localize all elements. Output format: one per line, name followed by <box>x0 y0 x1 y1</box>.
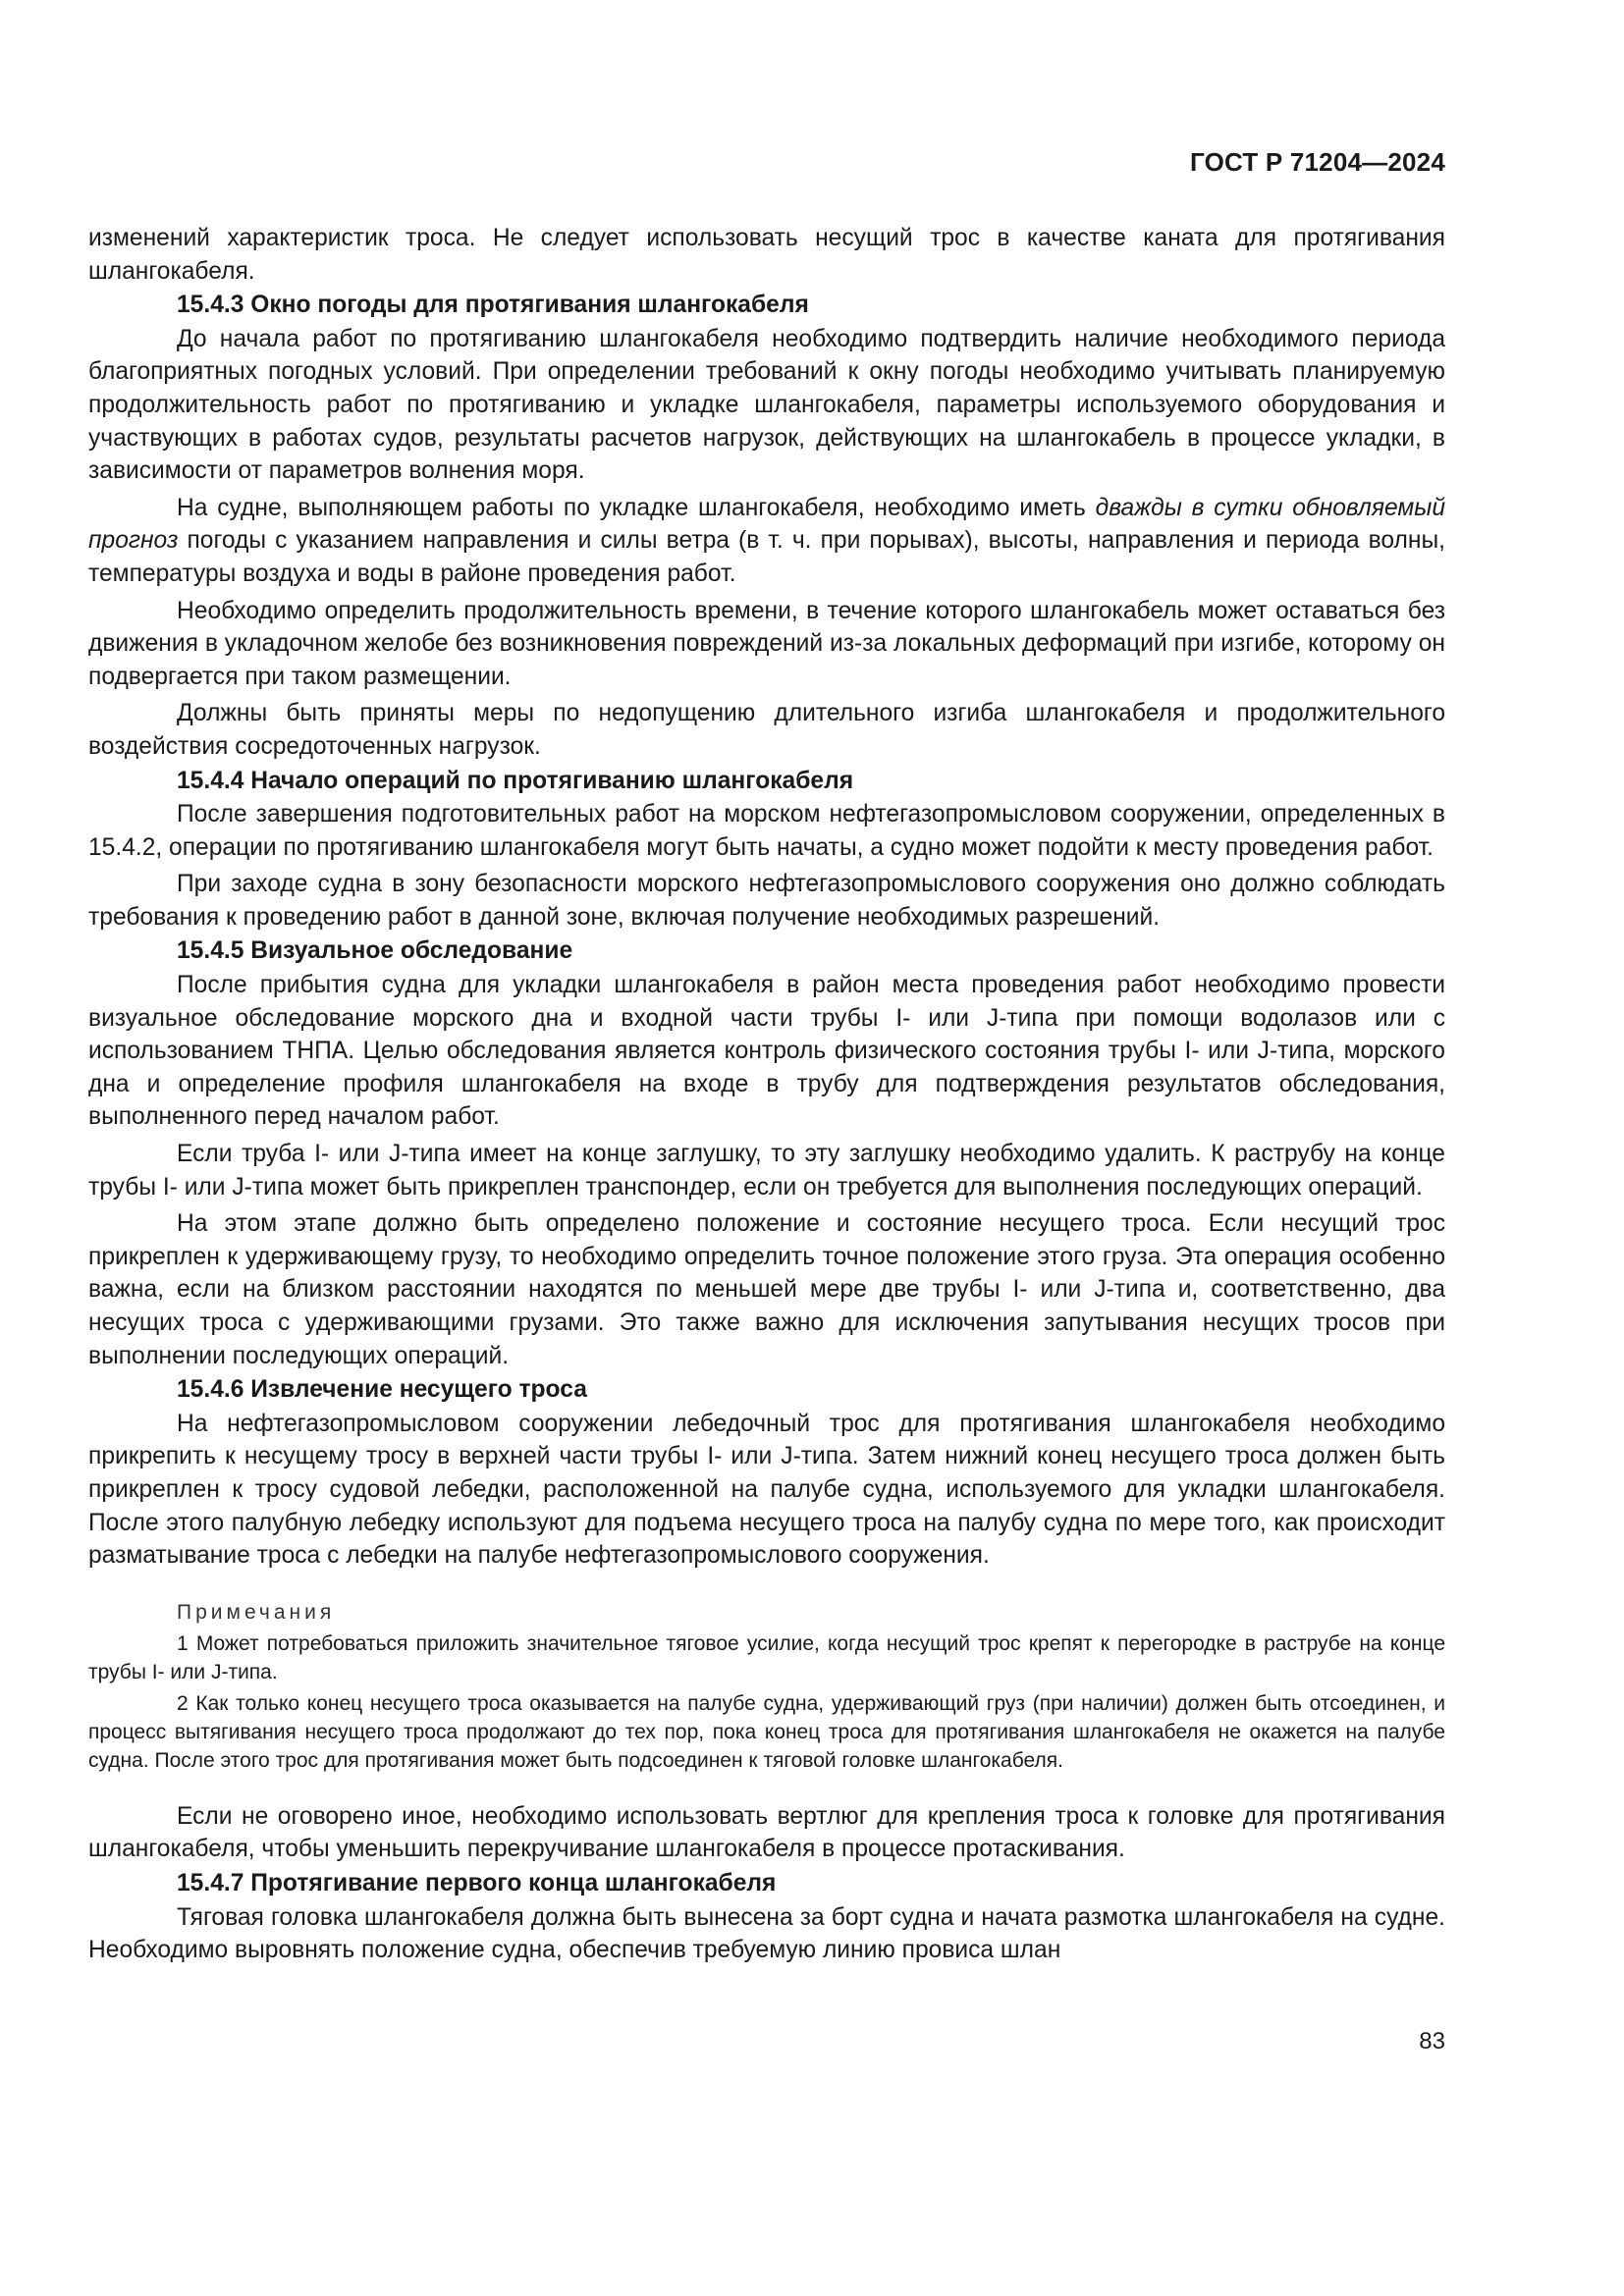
paragraph: На этом этапе должно быть определено положение и состояние несущего троса. Если несущий трос прикреплен к удерживающему грузу, то необходимо определить точное положение этого груза. Эта операция особенно важна, если на близком расстоянии находятся по меньшей мере две трубы I- или J-типа и, соответственно, два несущих троса с удерживающими грузами. Это также важно для исключения запутывания несущих тросов при выполнении последующих операций. <box>88 1210 1445 1369</box>
paragraph: После прибытия судна для укладки шлангокабеля в район места проведения работ необходимо провести визуальное обследование морского дна и входной части трубы I- или J-типа при помощи водолазов или с использованием ТНПА. Целью обследования является контроль физического состояния трубы I- или J-типа, морского дна и определение профиля шлангокабеля на входе в трубу для подтверждения результатов обследования, выполненного перед началом работ. <box>88 972 1445 1131</box>
heading-15-4-5: 15.4.5 Визуальное обследование <box>177 937 573 965</box>
continuation-paragraph: изменений характеристик троса. Не следует использовать несущий трос в качестве каната для протягивания шлангокабеля. <box>88 225 1445 285</box>
heading-15-4-6: 15.4.6 Извлечение несущего троса <box>177 1376 587 1404</box>
paragraph: До начала работ по протягиванию шлангокабеля необходимо подтвердить наличие необходимого периода благоприятных погодных условий. При определении требований к окну погоды необходимо учитывать планируемую продолжительность работ по протягиванию и укладке шлангокабеля, параметры используемого оборудования и участвующих в работах судов, результаты расчетов нагрузок, действующих на шлангокабель в процессе укладки, в зависимости от параметров волнения моря. <box>88 325 1445 485</box>
text-run: погоды с указанием направления и силы ветра (в т. ч. при порывах), высоты, направления и периода волны, температуры воздуха и воды в районе проведения работ. <box>88 527 1445 587</box>
paragraph: Необходимо определить продолжительность времени, в течение которого шлангокабель может оставаться без движения в укладочном желобе без возникновения повреждений из-за локальных деформаций при изгибе, которому он подвергается при таком размещении. <box>88 597 1445 690</box>
paragraph: После завершения подготовительных работ на морском нефтегазопромысловом сооружении, определенных в 15.4.2, операции по протягиванию шлангокабеля могут быть начаты, а судно может подойти к месту проведения работ. <box>88 801 1445 861</box>
heading-15-4-4: 15.4.4 Начало операций по протягиванию шлангокабеля <box>177 767 854 794</box>
paragraph-forecast <box>88 492 1445 591</box>
paragraph: При заходе судна в зону безопасности морского нефтегазопромыслового сооружения оно должно соблюдать требования к проведению работ в данной зоне, включая получение необходимых разрешений. <box>88 871 1445 931</box>
heading-15-4-7: 15.4.7 Протягивание первого конца шлангокабеля <box>177 1869 777 1896</box>
page-number: 83 <box>1419 2028 1445 2055</box>
paragraph: На нефтегазопромысловом сооружении лебедочный трос для протягивания шлангокабеля необходимо прикрепить к несущему тросу в верхней части трубы I- или J-типа. Затем нижний конец несущего троса должен быть прикреплен к тросу судовой лебедки, расположенной на палубе судна, используемого для укладки шлангокабеля. После этого палубную лебедку используют для подъема несущего троса на палубу судна по мере того, как происходит разматывание троса с лебедки на палубе нефтегазопромыслового сооружения. <box>88 1410 1445 1570</box>
notes-title: Примечания <box>177 1600 336 1624</box>
heading-15-4-3: 15.4.3 Окно погоды для протягивания шлангокабеля <box>177 292 809 319</box>
italic-run: дважды в сутки обновляемый прогноз <box>88 494 1445 555</box>
note-2: 2 Как только конец несущего троса оказывается на палубе судна, удерживающий груз (при наличии) должен быть отсоединен, и процесс вытягивания несущего троса продолжают до тех пор, пока конец троса для протягивания шлангокабеля не окажется на палубе судна. После этого трос для протягивания может быть подсоединен к тяговой головке шлангокабеля. <box>88 1691 1445 1772</box>
paragraph: Должны быть приняты меры по недопущению длительного изгиба шлангокабеля и продолжительного воздействия сосредоточенных нагрузок. <box>88 700 1445 760</box>
paragraph: Если труба I- или J-типа имеет на конце заглушку, то эту заглушку необходимо удалить. К раструбу на конце трубы I- или J-типа может быть прикреплен транспондер, если он требуется для выполнения последующих операций. <box>88 1141 1445 1201</box>
paragraph: Тяговая головка шлангокабеля должна быть вынесена за борт судна и начата размотка шлангокабеля на судне. Необходимо выровнять положение судна, обеспечив требуемую линию провиса шлан <box>88 1903 1445 1964</box>
note-1: 1 Может потребоваться приложить значительное тяговое усилие, когда несущий трос крепят к перегородке в раструбе на конце трубы I- или J-типа. <box>88 1631 1445 1683</box>
standard-header: ГОСТ Р 71204—2024 <box>1190 147 1445 177</box>
paragraph: Если не оговорено иное, необходимо использовать вертлюг для крепления троса к головке для протягивания шлангокабеля, чтобы уменьшить перекручивание шлангокабеля в процессе протаскивания. <box>88 1802 1445 1863</box>
notes-block <box>88 1598 1445 1775</box>
page-content <box>88 222 1445 1967</box>
document-page <box>88 0 1445 2296</box>
text-run: На судне, выполняющем работы по укладке шлангокабеля, необходимо иметь <box>177 494 1096 521</box>
